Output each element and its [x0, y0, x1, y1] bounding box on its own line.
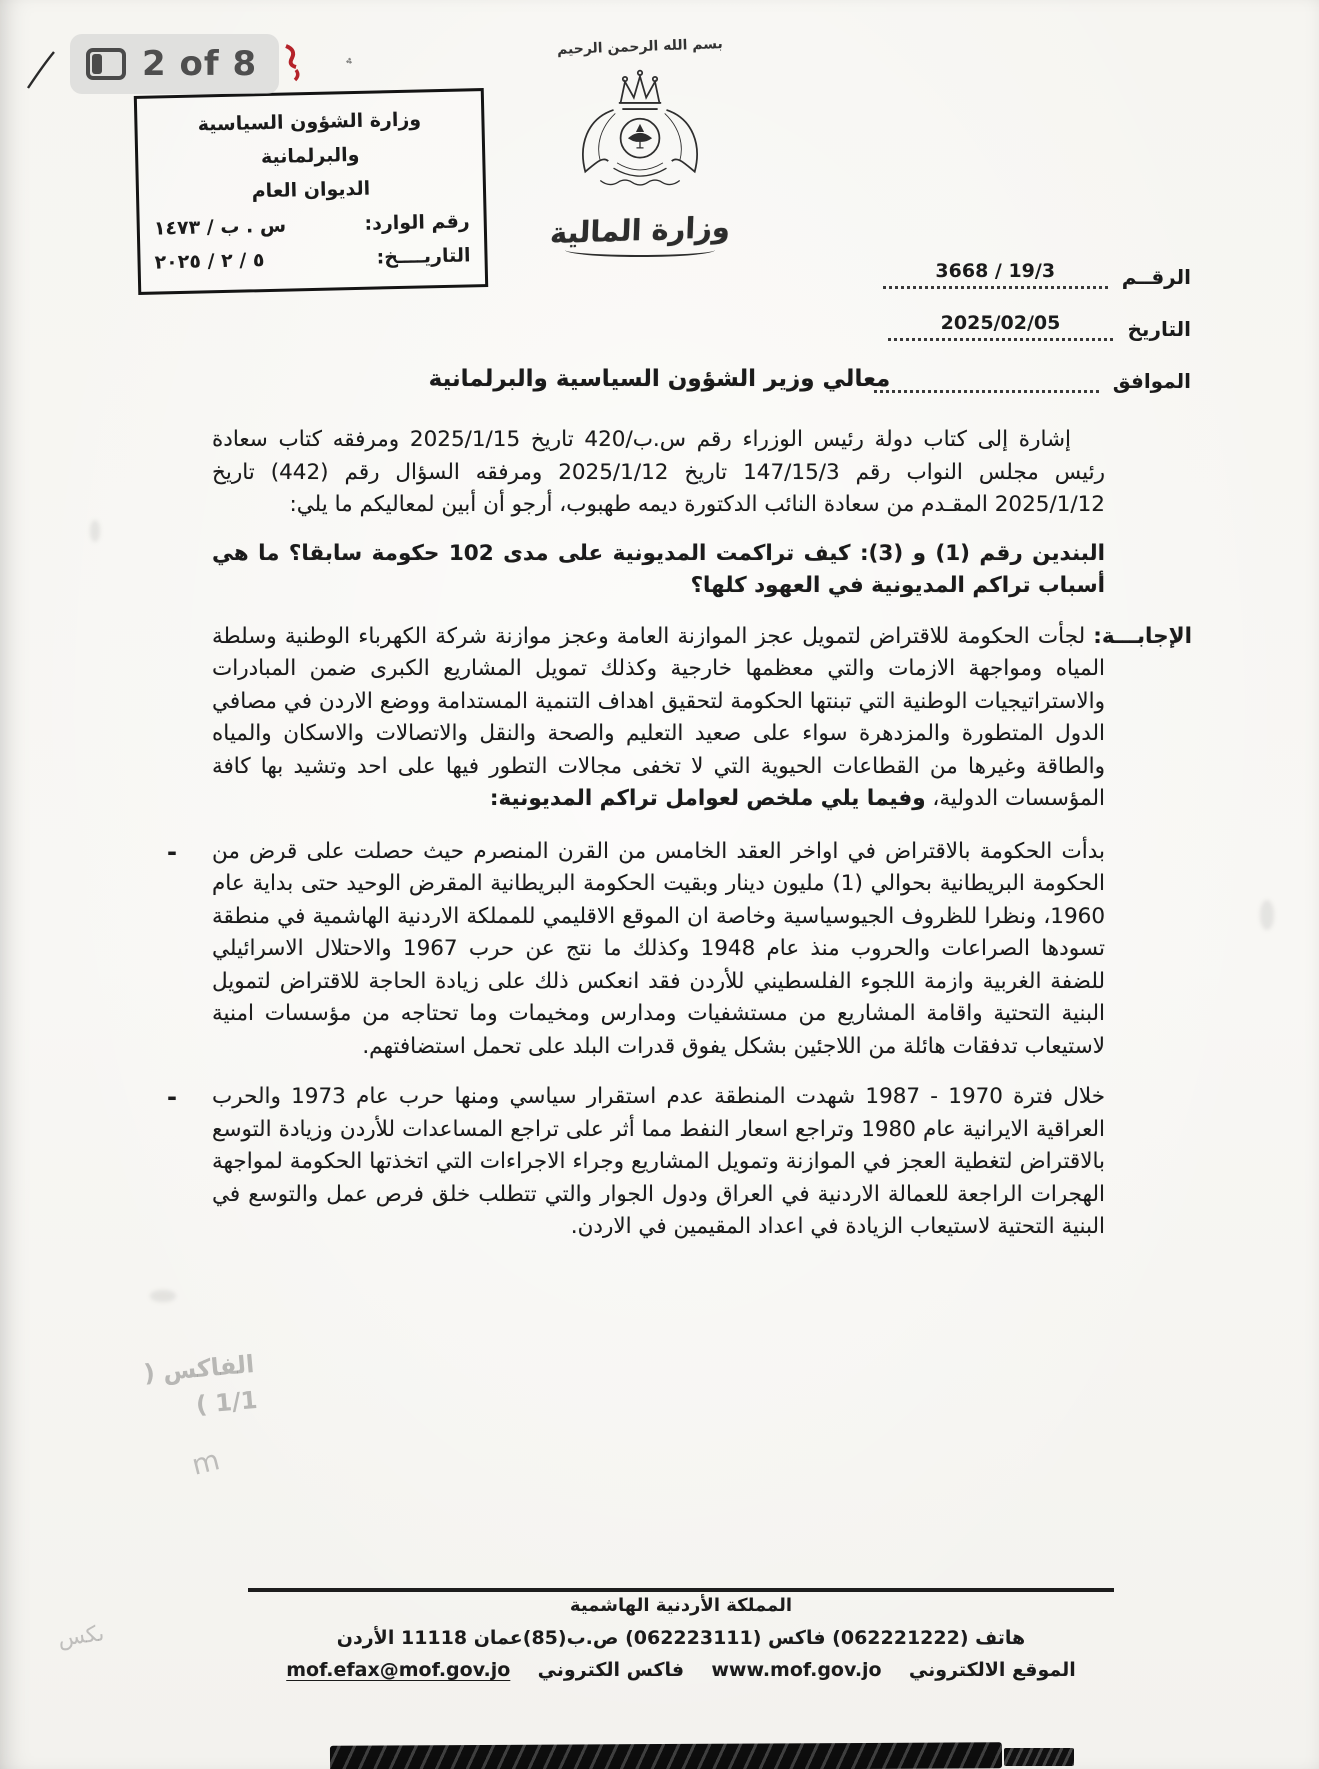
- letterhead-emblem-block: [520, 36, 760, 257]
- footer-divider-line: [248, 1588, 1114, 1592]
- page-indicator-badge[interactable]: [70, 34, 279, 94]
- answer-body-text: لجأت الحكومة للاقتراض لتمويل عجز الموازنة العامة وعجز موازنة شركة الكهرباء الوطنية وسلطة المياه ومواجهة الازمات والتي معظمها خارجية وكذلك تمويل المشاريع الكبرى ضمن المبادرات والاستراتيجيات الوطنية التي تبنتها الحكومة لتحقيق اهداف التنمية المستدامة ووضع الاردن في مصافي الدول المتطورة والمزدهرة سواء على صعيد التعليم والصحة والنقل والاتصالات والاسكان والمياه والطاقة وغيرها من القطاعات الحيوية التي لا تخفى مجالات التطور فيها على احد وتشيد بها كافة المؤسسات الدولية،: [212, 623, 1105, 811]
- letter-recipient-title: معالي وزير الشؤون السياسية والبرلمانية: [428, 366, 891, 392]
- ministry-of-finance-calligraphy: وزارة المالية: [549, 209, 731, 251]
- bullet-item-2-text: خلال فترة 1970 - 1987 شهدت المنطقة عدم استقرار سياسي ومنها حرب عام 1973 والحرب العراقية الايرانية عام 1980 وتراجع اسعار النفط مما أثر على تراجع المساعدات للأردن وزيادة التوسع بالاقتراض لتغطية العجز في الموازنة وتمويل المشاريع وجراء الاجراءات التي اتخذتها الحكومة لمواجهة الهجرات الراجعة للعمالة الاردنية في العراق ودول الجوار والتي تتطلب خلق فرص عمل والتوسع في البنية التحتية لاستيعاب الزيادة في اعداد المقيمين في الاردن.: [212, 1084, 1105, 1239]
- reference-number-row: [811, 252, 1191, 289]
- stamp-incoming-number-value: س . ب / ١٤٧٣: [153, 214, 287, 240]
- bullet-item-2: [167, 1081, 1192, 1244]
- footer-web-line: [248, 1654, 1114, 1686]
- reference-date-row: [811, 304, 1191, 341]
- handwritten-mark: m: [188, 1443, 223, 1482]
- jordan-coat-of-arms-icon: [540, 57, 740, 207]
- pen-stroke-mark: [24, 48, 58, 92]
- reference-number-value: 3668 / 19/3: [935, 260, 1056, 282]
- question-heading: البندين رقم (1) و (3): كيف تراكمت المديونية على مدى 102 حكومة سابقا؟ ما هي أسباب تراكم المديونية في العهود كلها؟: [212, 540, 1105, 598]
- footer-website-label: الموقع الالكتروني: [908, 1659, 1076, 1682]
- bullet-dash: -: [167, 1083, 177, 1111]
- stamp-ministry-line: وزارة الشؤون السياسية والبرلمانية: [197, 108, 422, 169]
- answer-body-bold-text: وفيما يلي ملخص لعوامل تراكم المديونية:: [489, 786, 926, 811]
- reference-date-dotted-line: [888, 304, 1113, 341]
- stamp-date-value: ٥ / ٢ / ٢٠٢٥: [154, 248, 265, 274]
- scan-smudge: [150, 1290, 176, 1302]
- handwritten-fax-note: الفاكس ( 1/1 ): [142, 1350, 259, 1420]
- scan-smudge: [90, 520, 100, 542]
- letter-body: [167, 424, 1192, 1262]
- bullet-dash: -: [167, 837, 177, 866]
- stamp-date-label: التاريــــخ:: [376, 244, 471, 269]
- footer-email-address: mof.efax@mof.gov.jo: [286, 1659, 511, 1682]
- basmala-calligraphy: بسم الله الرحمن الرحيم: [556, 36, 724, 58]
- scan-smudge: [1260, 900, 1274, 930]
- scan-artifact-bar: [330, 1742, 1002, 1769]
- handwritten-corner-mark: ىكس: [56, 1621, 106, 1652]
- scan-speck: ؞: [342, 55, 355, 75]
- reference-date-label: التاريخ: [1127, 317, 1191, 341]
- stamp-incoming-number-label: رقم الوارد:: [364, 209, 470, 235]
- stamp-date-row: [154, 238, 471, 279]
- footer-contact-line: هاتف (062221222) فاكس (062223111) ص.ب(85)عمان 11118 الأردن: [336, 1627, 1026, 1649]
- reference-corresponding-label: الموافق: [1112, 369, 1191, 393]
- bullet-item-1: [167, 836, 1192, 1064]
- bullet-item-1-text: بدأت الحكومة بالاقتراض في اواخر العقد الخامس من القرن المنصرم حيث حصلت على قرض من الحكومة البريطانية بحوالي (1) مليون دينار وبقيت الحكومة البريطانية المقرض الوحيد حتى بداية عام 1960، ونظرا للظروف الجيوسياسية وخاصة ان الموقع الاقليمي للمملكة الاردنية الهاشمية في منطقة تسودها الصراعات والحروب منذ عام 1948 وكذلك ما نتج عن حرب 1967 والاحتلال الاسرائيلي للضفة الغربية وازمة اللجوء الفلسطيني للأردن فقد انعكس ذلك على زيادة الحاجة للاقتراض لتمويل البنية التحتية واقامة المشاريع من مستشفيات ومدارس ومخيمات وما تحتاجه من مؤسسات امنية لاستيعاب تدفقات هائلة من اللاجئين بشكل يفوق قدرات البلد على تحمل استضافتهم.: [212, 838, 1105, 1059]
- reference-number-dotted-line: [883, 252, 1108, 289]
- page-indicator-label: 2 of 8: [142, 44, 258, 84]
- letterhead-footer: [248, 1588, 1114, 1687]
- scan-artifact-fragment: [1004, 1748, 1074, 1766]
- red-ink-mark: [276, 40, 310, 84]
- incoming-registry-stamp: [134, 88, 488, 295]
- answer-paragraph: [212, 621, 1192, 816]
- answer-label: الإجابـــة:: [1093, 623, 1192, 649]
- reference-number-label: الرقــم: [1121, 265, 1191, 289]
- footer-kingdom-title: المملكة الأردنية الهاشمية: [569, 1595, 793, 1616]
- reference-date-value: 2025/02/05: [940, 312, 1061, 334]
- stamp-office-line: الديوان العام: [251, 178, 371, 203]
- page-thumbnail-icon: [86, 48, 126, 80]
- footer-efax-label: فاكس الكتروني: [537, 1659, 685, 1682]
- letter-intro-paragraph: إشارة إلى كتاب دولة رئيس الوزراء رقم س.ب/420 تاريخ 2025/1/15 ومرفقه كتاب سعادة رئيس مجلس النواب رقم 147/15/3 تاريخ 2025/1/12 ومرفقه السؤال رقم (442) تاريخ 2025/1/12 المقـدم من سعادة النائب الدكتورة ديمه طهبوب، أرجو أن أبين لمعاليكم ما يلي:: [212, 427, 1105, 517]
- footer-website-url: www.mof.gov.jo: [711, 1659, 882, 1682]
